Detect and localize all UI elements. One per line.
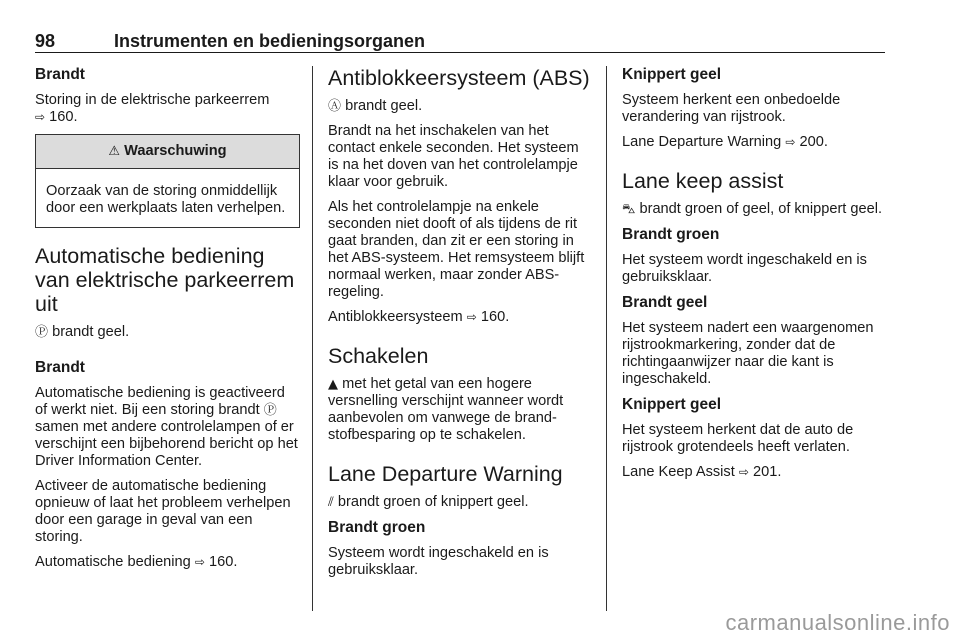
heading-knippert-geel: Knippert geel [622,66,722,83]
paragraph-abs-2: Als het controlelampje na enkele seconden niet dooft of als tijdens de rit gaat branden, dan zit er een storing in het ABS-systeem. Het remsysteem blijft normaal werken, maar zonder ABS-regeling. [328,199,585,300]
paragraph-lka-icon: ⛍ brandt groen of geel, of knippert geel. [622,201,883,217]
heading-brandt-2: Brandt [35,359,85,376]
warning-icon: ⚠ [108,144,121,159]
ref-arrow-icon: ⇨ [35,110,46,124]
ref-arrow-icon: ⇨ [194,555,205,569]
column-divider-2 [606,66,607,611]
heading-brandt: Brandt [35,66,85,83]
ref-arrow-icon: ⇨ [785,135,796,149]
page-reference-link[interactable]: 160. [49,109,78,125]
page-reference-link[interactable]: 160. [208,554,238,570]
heading-lane-departure-warning: Lane Departure Warning [328,462,563,486]
paragraph-knippert: Systeem herkent een onbedoelde verandering van rijstrook. [622,92,841,125]
heading-brandt-geel: Brandt geel [622,294,708,311]
paragraph-auto-1: Automatische bediening is geactiveerd of werkt niet. Bij een storing brandt Ⓟ samen met andere controlelampen of er verschijnt een bijbehorend bericht op het Driver Information Center. [35,385,298,469]
column-1 [35,66,300,579]
paragraph-abs-3: Antiblokkeersysteem ⇨ 160. [328,309,510,325]
paragraph-geel: Het systeem nadert een waargenomen rijstrookmarkering, zonder dat de richtingaanwijzer naar die kant is ingeschakeld. [622,320,874,387]
lane-departure-icon: ⫽ [328,495,334,510]
paragraph-auto-icon: Ⓟ brandt geel. [35,324,130,340]
paragraph-groen: Systeem wordt ingeschakeld en is gebruiksklaar. [328,545,549,578]
warning-box [35,134,300,228]
paragraph-groen: Het systeem wordt ingeschakeld en is gebruiksklaar. [622,252,867,285]
paragraph-auto-2: Activeer de automatische bediening opnieuw of laat het probleem verhelpen door een garage in geval van een storing. [35,478,291,545]
warning-title: Waarschuwing [124,143,227,159]
ref-arrow-icon: ⇨ [466,310,477,324]
heading-brandt-groen: Brandt groen [328,519,426,536]
paragraph-ldw-ref: Lane Departure Warning ⇨ 200. [622,134,828,150]
paragraph-schakelen: ▲ met het getal van een hogere versnelling verschijnt wanneer wordt aanbevolen om vanwege de brandstofbesparing op te schakelen. [328,376,564,443]
chapter-title: Instrumenten en bedieningsorganen [114,31,426,51]
warning-body: Oorzaak van de storing onmiddellijk door een werkplaats laten verhelpen. [46,183,286,216]
page-reference-link[interactable]: 201. [752,464,782,480]
heading-knippert-geel-2: Knippert geel [622,396,722,413]
column-3 [622,66,890,489]
warning-header [36,135,299,169]
paragraph-abs-1: Brandt na het inschakelen van het contact enkele seconden. Het systeem is na het doven van het controlelampje klaar voor gebruik. [328,123,579,190]
abs-icon: Ⓐ [328,99,342,114]
column-2 [328,66,593,587]
heading-brandt-groen: Brandt groen [622,226,720,243]
paragraph-storing: Storing in de elektrische parkeerrem ⇨ 160. [35,92,270,125]
page-number: 98 [35,31,56,51]
heading-lane-keep-assist: Lane keep assist [622,169,784,193]
paragraph-lka-ref: Lane Keep Assist ⇨ 201. [622,464,782,480]
parking-brake-auto-icon: Ⓟ [35,325,49,340]
heading-schakelen: Schakelen [328,344,429,368]
column-divider-1 [312,66,313,611]
paragraph-abs-icon: Ⓐ brandt geel. [328,98,423,114]
watermark: carmanualsonline.info [725,610,950,635]
paragraph-ldw-icon: ⫽ brandt groen of knippert geel. [328,494,529,510]
page-header [35,30,885,53]
parking-brake-auto-icon: Ⓟ [263,403,277,418]
paragraph-auto-3: Automatische bediening ⇨ 160. [35,554,238,570]
heading-automatic-parking-brake: Automatische bediening van elektrische parkeerrem uit [35,244,295,316]
paragraph-knippert-2: Het systeem herkent dat de auto de rijstrook grotendeels heeft verlaten. [622,422,854,455]
lane-keep-assist-icon: ⛍ [622,202,636,217]
heading-abs: Antiblokkeersysteem (ABS) [328,66,590,90]
ref-arrow-icon: ⇨ [738,465,749,479]
page-reference-link[interactable]: 160. [480,309,510,325]
page-reference-link[interactable]: 200. [799,134,828,150]
upshift-arrow-icon: ▲ [328,377,338,392]
